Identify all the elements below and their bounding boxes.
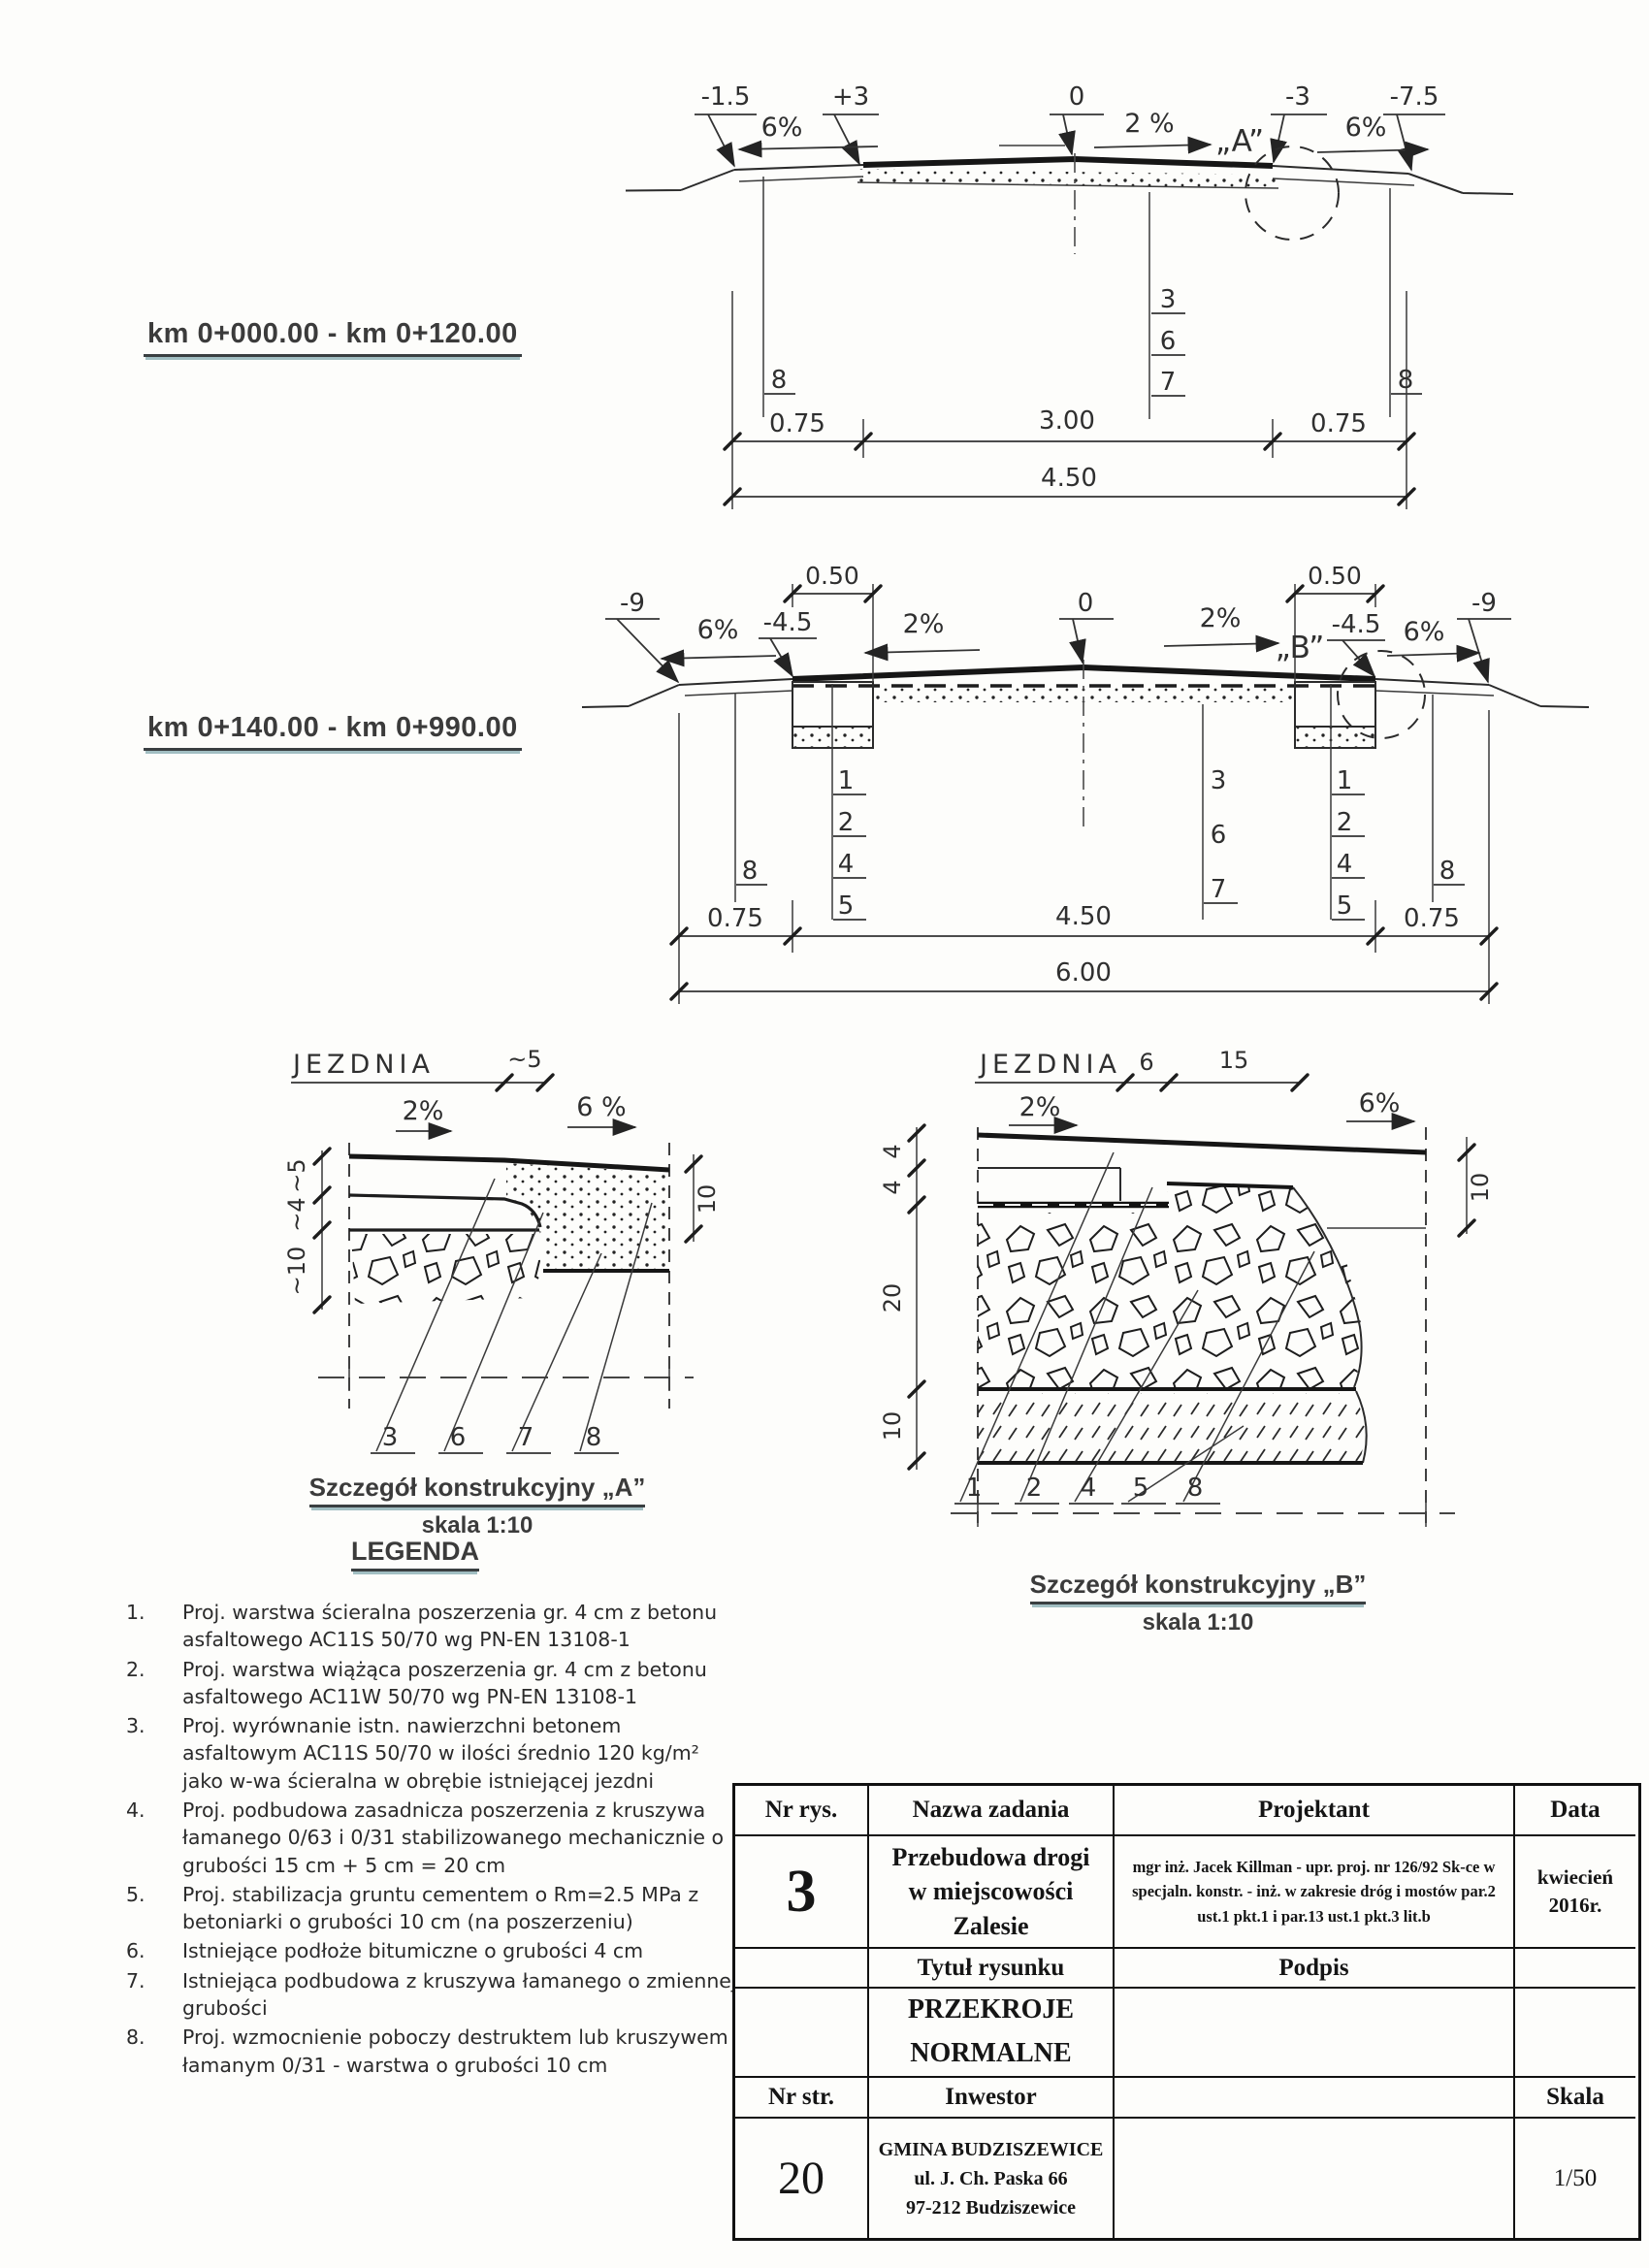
dim-label: 15: [1218, 1047, 1249, 1074]
layer-ref: 2: [1336, 808, 1353, 837]
slope-label: 2%: [1199, 603, 1242, 633]
detail-a: [283, 1046, 721, 1453]
layer-ref: 4: [837, 850, 855, 879]
task-name-line: Zalesie: [953, 1911, 1029, 1940]
slope-label: 2 %: [1124, 109, 1175, 139]
layer-ref: 8: [585, 1423, 602, 1452]
elevation-label: 0: [1068, 82, 1085, 112]
designer-info: mgr inż. Jacek Killman - upr. proj. nr 126/92 Sk-ce w specjaln. konstr. - inż. w zakresie dróg i mostów par.2 ust.1 pkt.1 i par.13 ust.1 pkt.3 lit.b: [1115, 1836, 1515, 1949]
empty-cell: [735, 1989, 869, 2078]
legend-item-number: 7.: [126, 1968, 146, 1993]
slope-label: 6%: [1358, 1088, 1401, 1118]
legend-item-number: 6.: [126, 1939, 146, 1963]
legend-item: [118, 1599, 747, 1654]
layer-ref: 2: [837, 808, 855, 837]
dim-label: ~4: [283, 1197, 310, 1232]
detail-marker-b: „B”: [1275, 631, 1325, 665]
detail-a-caption: [264, 1473, 691, 1539]
layer-ref: 5: [837, 891, 855, 921]
dim-label: ~10: [283, 1246, 310, 1296]
dim-label: 10: [879, 1410, 906, 1442]
slope-label: 6 %: [576, 1092, 627, 1122]
empty-cell: [735, 1949, 869, 1989]
slope-label: 2%: [902, 609, 945, 639]
road-label: JEZDNIA: [293, 1050, 435, 1080]
dim-label: 10: [1467, 1172, 1494, 1203]
offset-dim: 0.50: [1308, 562, 1362, 590]
header-skala: Skala: [1515, 2078, 1635, 2119]
legend-item: [118, 1797, 747, 1879]
dim-label: 4: [879, 1144, 906, 1159]
slope-label: 6%: [1344, 113, 1387, 143]
header-projektant: Projektant: [1115, 1786, 1515, 1836]
investor-line: 97-212 Budziszewice: [906, 2196, 1076, 2219]
investor-line: GMINA BUDZISZEWICE: [878, 2138, 1104, 2160]
elevation-label: -4.5: [762, 608, 813, 637]
legend-item-number: 8.: [126, 2025, 146, 2050]
empty-cell: [1115, 2119, 1515, 2238]
legend-item-text: Proj. stabilizacja gruntu cementem o Rm=2.5 MPa z betoniarki o grubości 10 cm (na poszerzeniu): [182, 1882, 699, 1934]
dim-label: ~5: [507, 1046, 542, 1073]
layer-ref: 6: [449, 1423, 467, 1452]
slope-label: 2%: [402, 1096, 444, 1126]
layer-ref: 3: [1159, 285, 1177, 314]
empty-cell: [1515, 1989, 1635, 2078]
dim-label: 4: [879, 1180, 906, 1195]
layer-ref: 8: [741, 857, 759, 886]
header-nr-str: Nr str.: [735, 2078, 869, 2119]
legend-item: [118, 1712, 747, 1795]
elevation-label: -9: [1471, 589, 1497, 618]
layer-ref: 3: [1210, 766, 1227, 795]
elevation-label: -7.5: [1389, 82, 1439, 112]
road-label: JEZDNIA: [980, 1050, 1121, 1080]
legend-item: [118, 1967, 747, 2023]
header-nr-rys: Nr rys.: [735, 1786, 869, 1836]
detail-a-scale: skala 1:10: [421, 1512, 534, 1539]
layer-ref: 8: [1186, 1474, 1204, 1503]
layer-ref: 4: [1336, 850, 1353, 879]
page-number: 20: [735, 2119, 869, 2238]
layer-ref: 7: [517, 1423, 534, 1452]
header-podpis: Podpis: [1115, 1949, 1515, 1989]
task-name: [869, 1836, 1115, 1949]
date-value: kwiecień 2016r.: [1515, 1836, 1635, 1949]
dim-label: 0.75: [707, 904, 763, 933]
dim-label: 0.75: [1404, 904, 1460, 933]
layer-ref: 7: [1210, 875, 1227, 904]
layer-ref: 1: [1336, 766, 1353, 795]
dim-label: 6: [1139, 1049, 1154, 1076]
layer-ref: 8: [770, 366, 788, 395]
elevation-label: -9: [620, 589, 645, 618]
empty-cell: [1515, 1949, 1635, 1989]
legend-item-text: Proj. warstwa ścieralna poszerzenia gr. 4 cm z betonu asfaltowego AC11S 50/70 wg PN-EN 13108-1: [182, 1601, 718, 1652]
detail-b-scale: skala 1:10: [1142, 1609, 1254, 1636]
km-range-section-2: km 0+140.00 - km 0+990.00: [144, 712, 522, 751]
layer-ref: 3: [381, 1423, 399, 1452]
elevation-label: 0: [1077, 589, 1094, 618]
detail-b-linework: [909, 1075, 1474, 1527]
slope-label: 2%: [1018, 1092, 1061, 1122]
elevation-label: -3: [1285, 82, 1310, 112]
layer-ref: 6: [1210, 821, 1227, 850]
detail-b: [879, 1047, 1494, 1527]
dim-label: 3.00: [1039, 406, 1095, 436]
slope-label: 6%: [1403, 617, 1445, 647]
dim-label: 10: [694, 1183, 721, 1215]
legend-item-text: Istniejąca podbudowa z kruszywa łamanego o zmiennej grubości: [182, 1968, 737, 2020]
dim-label: 4.50: [1041, 464, 1097, 493]
empty-cell: [1115, 2078, 1515, 2119]
legend-title: LEGENDA: [351, 1537, 479, 1571]
km-range-section-1: km 0+000.00 - km 0+120.00: [144, 318, 522, 357]
detail-a-title: Szczegół konstrukcyjny „A”: [309, 1473, 646, 1507]
legend-item-text: Proj. wyrównanie istn. nawierzchni betonem asfaltowym AC11S 50/70 w ilości średnio 120 kg/m² jako w-wa ścieralna w obrębie istniejącej jezdni: [182, 1714, 699, 1793]
layer-ref: 4: [1080, 1474, 1097, 1503]
legend-item: [118, 1881, 747, 1936]
cross-section-2: [582, 562, 1589, 1004]
header-tytul-rysunku: Tytuł rysunku: [869, 1949, 1115, 1989]
slope-label: 6%: [696, 615, 739, 645]
legend-item-number: 2.: [126, 1657, 146, 1681]
cross-section-1-linework: [626, 114, 1513, 509]
drawing-title: PRZEKROJE NORMALNE: [869, 1989, 1115, 2078]
task-name-line: Przebudowa drogi: [891, 1843, 1090, 1872]
legend-item-text: Proj. warstwa wiążąca poszerzenia gr. 4 cm z betonu asfaltowego AC11W 50/70 wg PN-EN 13108-1: [182, 1657, 707, 1708]
layer-ref: 2: [1025, 1474, 1043, 1503]
dim-label: 0.75: [1310, 409, 1367, 438]
offset-dim: 0.50: [805, 562, 859, 590]
task-name-line: w miejscowości: [908, 1877, 1074, 1906]
legend-list: [118, 1599, 747, 2081]
legend-item-text: Istniejące podłoże bitumiczne o grubości 4 cm: [182, 1939, 644, 1963]
legend-item-number: 3.: [126, 1714, 146, 1738]
slope-label: 6%: [760, 113, 803, 143]
header-inwestor: Inwestor: [869, 2078, 1115, 2119]
header-data: Data: [1515, 1786, 1635, 1836]
legend-item-text: Proj. podbudowa zasadnicza poszerzenia z kruszywa łamanego 0/63 i 0/31 stabilizowanego mechanicznie o grubości 15 cm + 5 cm = 20 cm: [182, 1798, 725, 1877]
layer-ref: 8: [1439, 857, 1456, 886]
cross-section-1: [626, 82, 1513, 509]
dim-label: 4.50: [1055, 902, 1112, 931]
layer-ref: 5: [1132, 1474, 1149, 1503]
legend-item: [118, 1937, 747, 1964]
elevation-label: -4.5: [1331, 610, 1381, 639]
scale-value: 1/50: [1553, 2164, 1598, 2191]
detail-a-linework: [291, 1075, 701, 1453]
detail-b-title: Szczegół konstrukcyjny „B”: [1030, 1570, 1367, 1604]
detail-marker-a: „A”: [1214, 124, 1265, 159]
layer-ref: 1: [837, 766, 855, 795]
dim-label: 6.00: [1055, 958, 1112, 988]
investor-info: [869, 2119, 1115, 2238]
layer-ref: 5: [1336, 891, 1353, 921]
legend-item-number: 4.: [126, 1798, 146, 1822]
detail-b-caption: [985, 1570, 1411, 1636]
investor-line: ul. J. Ch. Paska 66: [914, 2167, 1068, 2189]
elevation-label: -1.5: [700, 82, 751, 112]
header-nazwa-zadania: Nazwa zadania: [869, 1786, 1115, 1836]
title-block: [732, 1783, 1641, 2241]
layer-ref: 1: [965, 1474, 983, 1503]
drawing-number: 3: [735, 1836, 869, 1949]
dim-label: 0.75: [769, 409, 825, 438]
legend-item: [118, 1656, 747, 1711]
layer-ref: 8: [1397, 366, 1414, 395]
legend-item: [118, 2024, 747, 2079]
signature-cell: [1115, 1989, 1515, 2078]
dim-label: 20: [879, 1282, 906, 1313]
dim-label: ~5: [283, 1158, 310, 1193]
legend-item-number: 5.: [126, 1882, 146, 1906]
legend-item-number: 1.: [126, 1601, 146, 1624]
elevation-label: +3: [831, 82, 870, 112]
legend-item-text: Proj. wzmocnienie poboczy destruktem lub kruszywem łamanym 0/31 - warstwa o grubości 10 cm: [182, 2025, 728, 2077]
layer-ref: 7: [1159, 368, 1177, 397]
layer-ref: 6: [1159, 327, 1177, 356]
